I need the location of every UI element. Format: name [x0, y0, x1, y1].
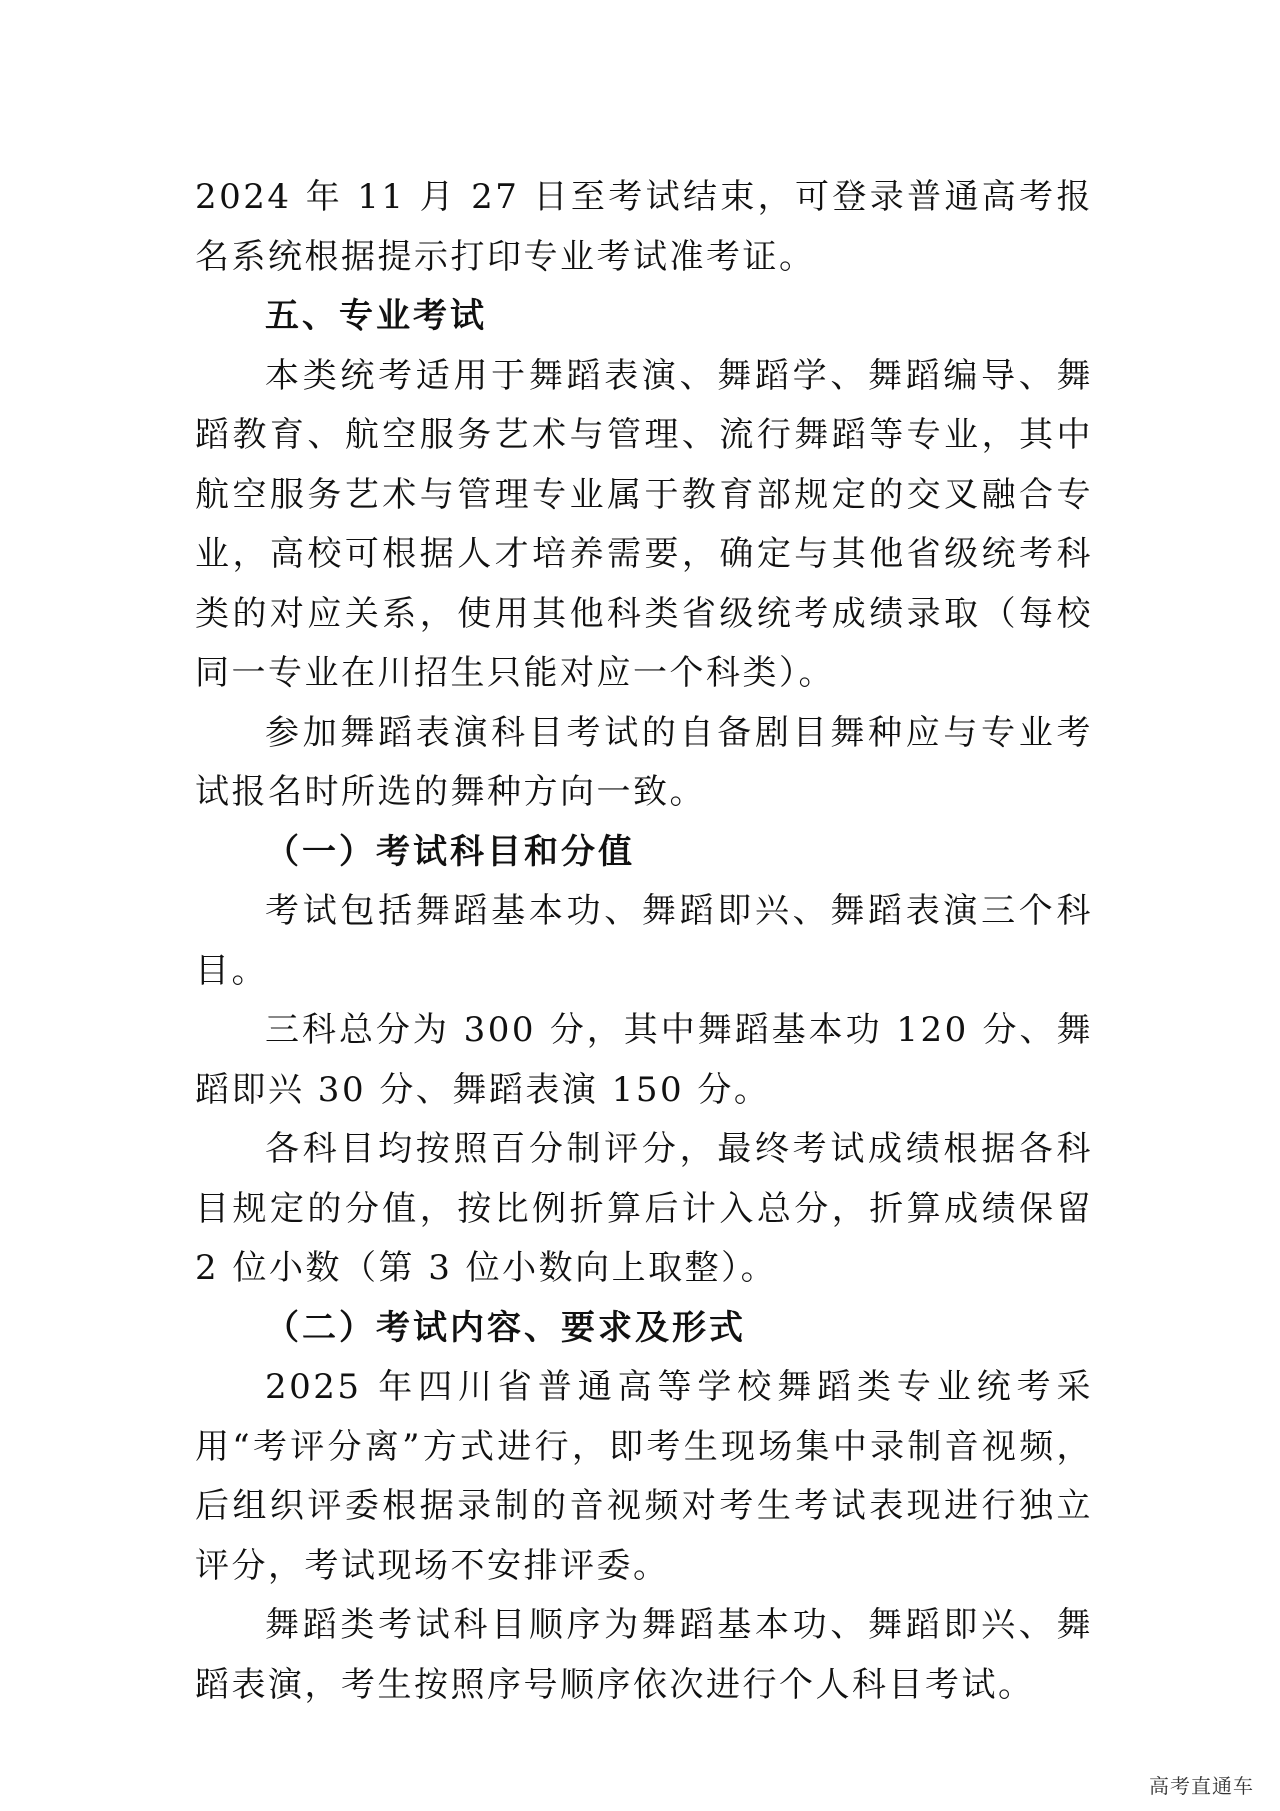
subsection-heading-content-format: （二）考试内容、要求及形式	[265, 1307, 746, 1348]
paragraph-admission-ticket: 2024 年 11 月 27 日至考试结束，可登录普通高考报名系统根据提示打印专业考试准考证。	[195, 177, 1093, 277]
subsection-heading-subjects-scores: （一）考试科目和分值	[265, 831, 635, 872]
document-body	[195, 168, 1093, 1715]
paragraph-scoring-method: 各科目均按照百分制评分，最终考试成绩根据各科目规定的分值，按比例折算后计入总分，折算成绩保留 2 位小数（第 3 位小数向上取整）。	[195, 1129, 1093, 1288]
paragraph-scope: 本类统考适用于舞蹈表演、舞蹈学、舞蹈编导、舞蹈教育、航空服务艺术与管理、流行舞蹈等专业，其中航空服务艺术与管理专业属于教育部规定的交叉融合专业，高校可根据人才培养需要，确定与其他省级统考科类的对应关系，使用其他科类省级统考成绩录取（每校同一专业在川招生只能对应一个科类）。	[195, 355, 1093, 693]
paragraph-total-score: 三科总分为 300 分，其中舞蹈基本功 120 分、舞蹈即兴 30 分、舞蹈表演 150 分。	[195, 1010, 1093, 1110]
watermark-text: 高考直通车	[1149, 1774, 1254, 1798]
paragraph-dance-style: 参加舞蹈表演科目考试的自备剧目舞种应与专业考试报名时所选的舞种方向一致。	[195, 712, 1093, 812]
paragraph-exam-format: 2025 年四川省普通高等学校舞蹈类专业统考采用“考评分离”方式进行，即考生现场集中录制音视频，后组织评委根据录制的音视频对考生考试表现进行独立评分，考试现场不安排评委。	[195, 1367, 1093, 1586]
section-heading-professional-exam: 五、专业考试	[265, 296, 487, 336]
paragraph-subjects: 考试包括舞蹈基本功、舞蹈即兴、舞蹈表演三个科目。	[195, 891, 1093, 991]
paragraph-subject-order: 舞蹈类考试科目顺序为舞蹈基本功、舞蹈即兴、舞蹈表演，考生按照序号顺序依次进行个人科目考试。	[195, 1605, 1093, 1705]
